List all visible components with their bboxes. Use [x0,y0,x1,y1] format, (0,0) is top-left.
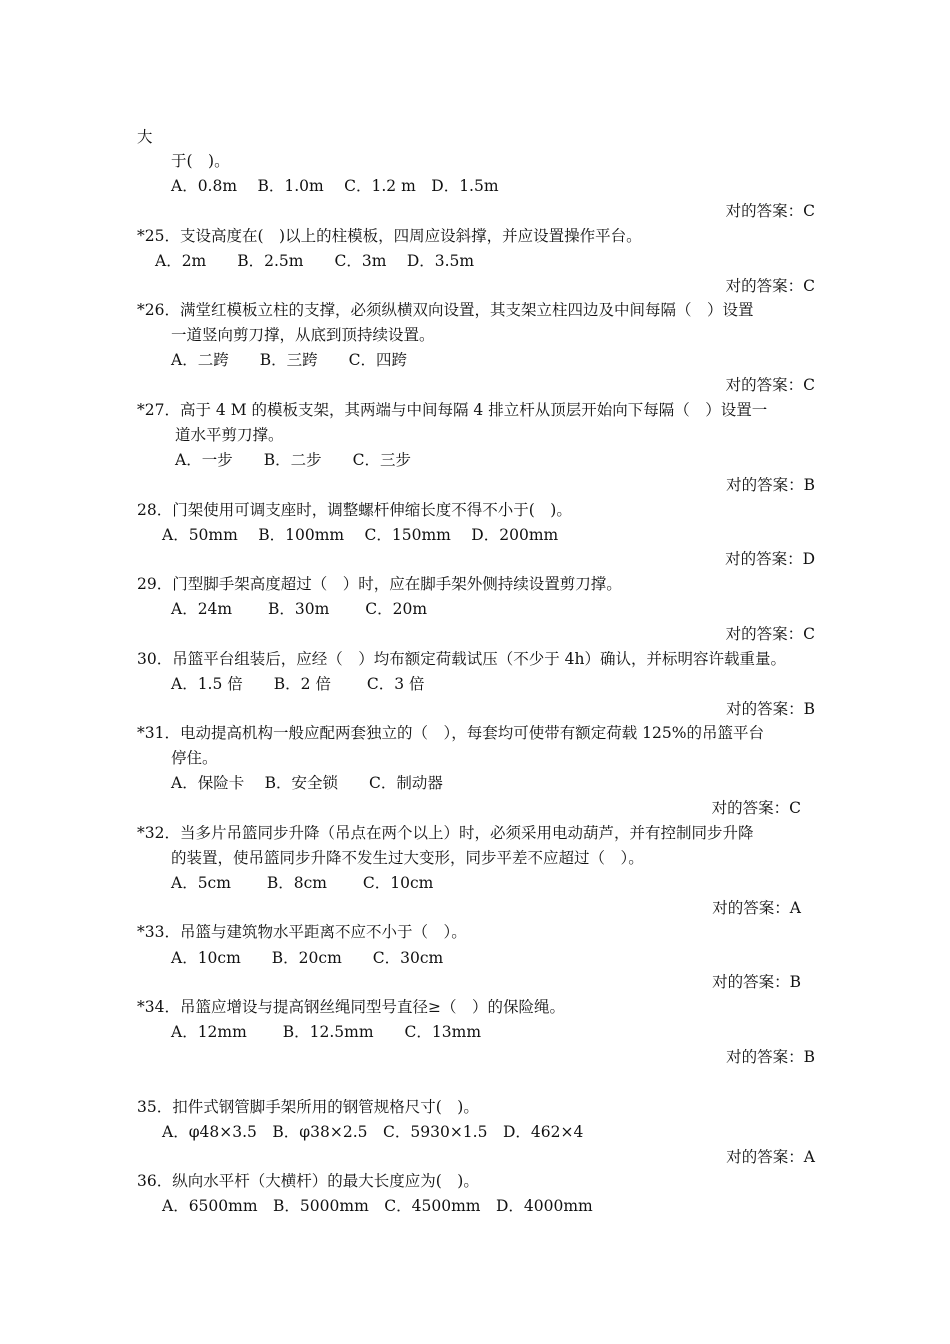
question-line: *27．高于 4 M 的模板支架，其两端与中间每隔 4 排立杆从顶层开始向下每隔（ ）设置一 [137,401,768,419]
option-line: A．24m B．30m C．20m [171,600,428,618]
question-line: 停住。 [171,749,218,767]
text-line: 大 [137,128,153,146]
answer-line: 对的答案：A [726,1148,815,1166]
question-line: 的装置，使吊篮同步升降不发生过大变形，同步平差不应超过（ ）。 [171,849,644,867]
text-line: 于( )。 [171,152,230,170]
question-line: 道水平剪刀撑。 [175,426,284,444]
option-line: A．二跨 B．三跨 C．四跨 [171,351,407,369]
option-line: A．0.8m B．1.0m C．1.2 m D．1.5m [171,177,499,195]
question-line: 36．纵向水平杆（大横杆）的最大长度应为( )。 [137,1172,479,1190]
answer-line: 对的答案：A [712,899,801,917]
answer-line: 对的答案：C [725,625,815,643]
answer-line: 对的答案：C [725,202,815,220]
question-line: 一道竖向剪刀撑，从底到顶持续设置。 [171,326,435,344]
option-line: A．保险卡 B．安全锁 C．制动器 [171,774,443,792]
answer-line: 对的答案：C [725,277,815,295]
option-line: A．1.5 倍 B．2 倍 C．3 倍 [171,675,425,693]
answer-line: 对的答案：B [726,700,815,718]
option-line: A．2m B．2.5m C．3m D．3.5m [155,252,475,270]
answer-line: 对的答案：B [726,476,815,494]
answer-line: 对的答案：B [712,973,801,991]
question-line: *26．满堂红模板立柱的支撑，必须纵横双向设置，其支架立柱四边及中间每隔（ ）设置 [137,301,754,319]
question-line: *31．电动提高机构一般应配两套独立的（ ），每套均可使带有额定荷载 125%的吊篮平台 [137,724,764,742]
question-line: *34．吊篮应增设与提高钢丝绳同型号直径≥（ ）的保险绳。 [137,998,565,1016]
option-line: A．12mm B．12.5mm C．13mm [171,1023,482,1041]
option-line: A．50mm B．100mm C．150mm D．200mm [162,526,559,544]
question-line: *32．当多片吊篮同步升降（吊点在两个以上）时，必须采用电动葫芦，并有控制同步升降 [137,824,754,842]
option-line: A．5cm B．8cm C．10cm [171,874,434,892]
question-line: *25．支设高度在( )以上的柱模板，四周应设斜撑，并应设置操作平台。 [137,227,642,245]
answer-line: 对的答案：C [711,799,801,817]
option-line: A．一步 B．二步 C．三步 [175,451,411,469]
answer-line: 对的答案：B [726,1048,815,1066]
question-line: *33．吊篮与建筑物水平距离不应不小于（ ）。 [137,923,467,941]
question-line: 30．吊篮平台组装后，应经（ ）均布额定荷载试压（不少于 4h）确认，并标明容许载重量。 [137,650,786,668]
answer-line: 对的答案：C [725,376,815,394]
option-line: A．φ48×3.5 B．φ38×2.5 C．5930×1.5 D．462×4 [162,1123,584,1141]
answer-line: 对的答案：D [725,550,815,568]
question-line: 35．扣件式钢管脚手架所用的钢管规格尺寸( )。 [137,1098,479,1116]
option-line: A．6500mm B．5000mm C．4500mm D．4000mm [162,1197,593,1215]
question-line: 28．门架使用可调支座时，调整螺杆伸缩长度不得不小于( )。 [137,501,572,519]
question-line: 29．门型脚手架高度超过（ ）时，应在脚手架外侧持续设置剪刀撑。 [137,575,622,593]
option-line: A．10cm B．20cm C．30cm [171,949,444,967]
